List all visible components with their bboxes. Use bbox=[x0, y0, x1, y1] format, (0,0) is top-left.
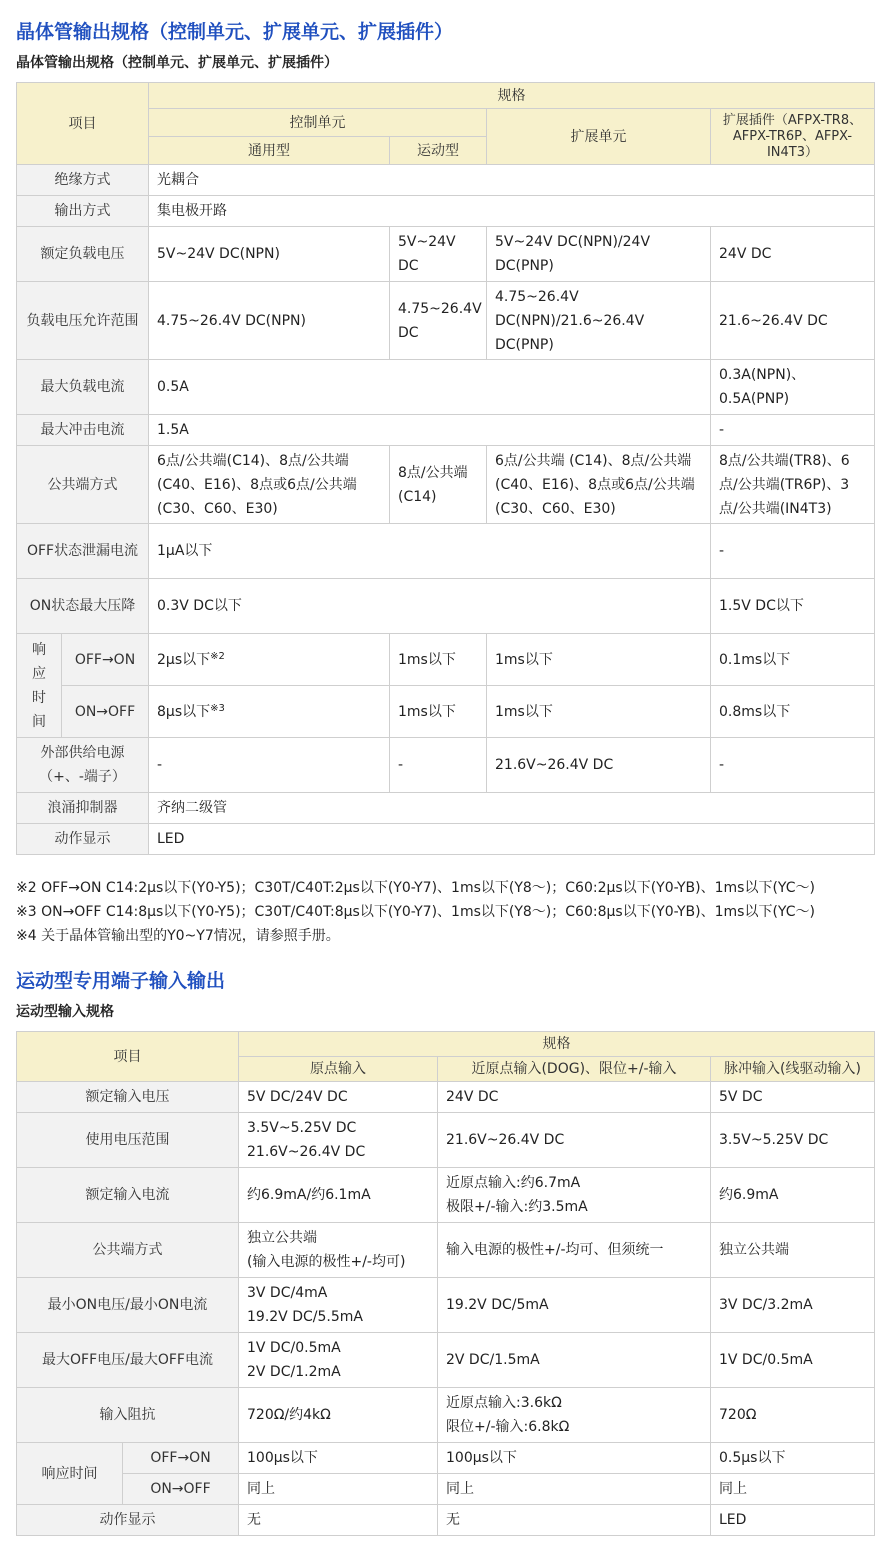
cell-value: 0.3V DC以下 bbox=[149, 579, 711, 634]
header-control-unit: 控制单元 bbox=[149, 109, 487, 137]
row-sublabel: ON→OFF bbox=[62, 686, 149, 738]
row-label: 额定输入电压 bbox=[17, 1082, 239, 1113]
table-row bbox=[17, 634, 875, 686]
cell-value: 3.5V~5.25V DC bbox=[711, 1113, 875, 1168]
row-label: 额定输入电流 bbox=[17, 1168, 239, 1223]
table-row bbox=[17, 1223, 875, 1278]
row-label: 最大OFF电压/最大OFF电流 bbox=[17, 1333, 239, 1388]
section-title-motion: 运动型专用端子输入输出 bbox=[16, 970, 226, 992]
cell-line: (输入电源的极性+/-均可) bbox=[247, 1254, 406, 1270]
cell-value bbox=[149, 686, 390, 738]
cell-value: 5V~24V DC(NPN) bbox=[149, 227, 390, 282]
table-row bbox=[17, 1474, 875, 1505]
cell-value: 集电极开路 bbox=[149, 196, 875, 227]
cell-value: - bbox=[711, 524, 875, 579]
table-row bbox=[17, 1388, 875, 1443]
row-label: 最大负载电流 bbox=[17, 360, 149, 415]
section-title-transistor: 晶体管输出规格（控制单元、扩展单元、扩展插件） bbox=[16, 21, 454, 43]
cell-value: 1.5A bbox=[149, 415, 711, 446]
cell-value: 光耦合 bbox=[149, 165, 875, 196]
table-row bbox=[17, 1082, 875, 1113]
table-row bbox=[17, 1333, 875, 1388]
cell-value: - bbox=[149, 738, 390, 793]
header-item: 项目 bbox=[17, 1032, 239, 1082]
table-caption-motion: 运动型输入规格 bbox=[16, 1004, 114, 1020]
cell-value: 同上 bbox=[438, 1474, 711, 1505]
cell-value: 1μA以下 bbox=[149, 524, 711, 579]
cell-value: 0.5A bbox=[149, 360, 711, 415]
footnote-3: ※3 ON→OFF C14:8μs以下(Y0-Y5)；C30T/C40T:8μs以下(Y0-Y7)、1ms以下(Y8～)；C60:8μs以下(Y0-YB)、1ms以下(YC～) bbox=[16, 904, 815, 920]
footnote-ref: ※3 bbox=[210, 702, 225, 714]
table-row bbox=[17, 738, 875, 793]
cell-line: 2V DC/1.2mA bbox=[247, 1364, 341, 1380]
header-pulse-input: 脉冲输入(线驱动输入) bbox=[711, 1057, 875, 1082]
table-row bbox=[17, 415, 875, 446]
cell-value bbox=[438, 1388, 711, 1443]
row-label: 公共端方式 bbox=[17, 446, 149, 524]
cell-line: 3V DC/4mA bbox=[247, 1285, 328, 1301]
table-row bbox=[17, 524, 875, 579]
table-row bbox=[17, 824, 875, 855]
table-row bbox=[17, 282, 875, 360]
cell-value: - bbox=[711, 415, 875, 446]
table-row bbox=[17, 227, 875, 282]
cell-value: 约6.9mA/约6.1mA bbox=[239, 1168, 438, 1223]
header-origin-input: 原点输入 bbox=[239, 1057, 438, 1082]
cell-value: 8点/公共端(C14) bbox=[390, 446, 487, 524]
table-row bbox=[17, 165, 875, 196]
cell-value: 100μs以下 bbox=[438, 1443, 711, 1474]
cell-value: LED bbox=[711, 1505, 875, 1536]
cell-value: 3V DC/3.2mA bbox=[711, 1278, 875, 1333]
row-label: 绝缘方式 bbox=[17, 165, 149, 196]
cell-value: 无 bbox=[239, 1505, 438, 1536]
cell-value: 720Ω bbox=[711, 1388, 875, 1443]
table-row bbox=[17, 1443, 875, 1474]
cell-value: 输入电源的极性+/-均可、但须统一 bbox=[438, 1223, 711, 1278]
cell-value: 21.6V~26.4V DC bbox=[487, 738, 711, 793]
cell-value: 2V DC/1.5mA bbox=[438, 1333, 711, 1388]
row-label: OFF状态泄漏电流 bbox=[17, 524, 149, 579]
motion-input-table bbox=[16, 1031, 875, 1536]
cell-value: 6点/公共端(C14)、8点/公共端(C40、E16)、8点或6点/公共端(C30、C60、E30) bbox=[149, 446, 390, 524]
cell-value: 0.8ms以下 bbox=[711, 686, 875, 738]
footnotes bbox=[16, 876, 815, 948]
cell-value: 1ms以下 bbox=[487, 634, 711, 686]
cell-value: 0.5μs以下 bbox=[711, 1443, 875, 1474]
row-label: 公共端方式 bbox=[17, 1223, 239, 1278]
header-spec: 规格 bbox=[239, 1032, 875, 1057]
row-label: 外部供给电源（+、-端子） bbox=[17, 738, 149, 793]
table-row bbox=[17, 196, 875, 227]
row-label: 动作显示 bbox=[17, 1505, 239, 1536]
row-label: 动作显示 bbox=[17, 824, 149, 855]
cell-value: 5V~24V DC(NPN)/24V DC(PNP) bbox=[487, 227, 711, 282]
header-near-origin-input: 近原点输入(DOG)、限位+/-输入 bbox=[438, 1057, 711, 1082]
cell-value: 1ms以下 bbox=[390, 634, 487, 686]
row-sublabel: OFF→ON bbox=[62, 634, 149, 686]
cell-value: 同上 bbox=[239, 1474, 438, 1505]
cell-value: 5V DC/24V DC bbox=[239, 1082, 438, 1113]
cell-line: 19.2V DC/5.5mA bbox=[247, 1309, 363, 1325]
cell-line: 限位+/-输入:6.8kΩ bbox=[446, 1419, 570, 1435]
cell-value: - bbox=[711, 738, 875, 793]
row-sublabel: OFF→ON bbox=[123, 1443, 239, 1474]
cell-value: 4.75~26.4V DC(NPN)/21.6~26.4V DC(PNP) bbox=[487, 282, 711, 360]
footnote-ref: ※2 bbox=[210, 650, 225, 662]
cell-value: 约6.9mA bbox=[711, 1168, 875, 1223]
cell-line: 近原点输入:3.6kΩ bbox=[446, 1395, 562, 1411]
table-row bbox=[17, 793, 875, 824]
cell-value: 19.2V DC/5mA bbox=[438, 1278, 711, 1333]
row-label: 输入阻抗 bbox=[17, 1388, 239, 1443]
cell-value: 6点/公共端 (C14)、8点/公共端 (C40、E16)、8点或6点/公共端 (C30、C60、E30) bbox=[487, 446, 711, 524]
row-label: 浪涌抑制器 bbox=[17, 793, 149, 824]
header-expansion-unit: 扩展单元 bbox=[487, 109, 711, 165]
table-row bbox=[17, 1505, 875, 1536]
table-row bbox=[17, 686, 875, 738]
row-label: 响应时间 bbox=[17, 634, 62, 738]
cell-value bbox=[239, 1113, 438, 1168]
cell-value: 1V DC/0.5mA bbox=[711, 1333, 875, 1388]
cell-value: 1.5V DC以下 bbox=[711, 579, 875, 634]
cell-value: 0.3A(NPN)、0.5A(PNP) bbox=[711, 360, 875, 415]
footnote-4: ※4 关于晶体管输出型的Y0~Y7情况，请参照手册。 bbox=[16, 928, 340, 944]
footnote-2: ※2 OFF→ON C14:2μs以下(Y0-Y5)；C30T/C40T:2μs以下(Y0-Y7)、1ms以下(Y8～)；C60:2μs以下(Y0-YB)、1ms以下(YC～) bbox=[16, 880, 815, 896]
row-label: 使用电压范围 bbox=[17, 1113, 239, 1168]
row-label: 输出方式 bbox=[17, 196, 149, 227]
cell-value: 24V DC bbox=[438, 1082, 711, 1113]
cell-value: LED bbox=[149, 824, 875, 855]
cell-value: 21.6~26.4V DC bbox=[711, 282, 875, 360]
row-label: 负载电压允许范围 bbox=[17, 282, 149, 360]
cell-value: 5V~24V DC bbox=[390, 227, 487, 282]
cell-value: 0.1ms以下 bbox=[711, 634, 875, 686]
cell-value bbox=[438, 1168, 711, 1223]
cell-value: 8点/公共端(TR8)、6点/公共端(TR6P)、3点/公共端(IN4T3) bbox=[711, 446, 875, 524]
cell-line: 极限+/-输入:约3.5mA bbox=[446, 1199, 588, 1215]
table-caption-transistor: 晶体管输出规格（控制单元、扩展单元、扩展插件） bbox=[16, 55, 338, 71]
row-label: 最大冲击电流 bbox=[17, 415, 149, 446]
row-label: 最小ON电压/最小ON电流 bbox=[17, 1278, 239, 1333]
transistor-output-table bbox=[16, 82, 875, 855]
cell-value: 齐纳二级管 bbox=[149, 793, 875, 824]
cell-value: 24V DC bbox=[711, 227, 875, 282]
cell-value: 4.75~26.4V DC(NPN) bbox=[149, 282, 390, 360]
cell-value: 无 bbox=[438, 1505, 711, 1536]
cell-line: 21.6V~26.4V DC bbox=[247, 1144, 366, 1160]
cell-value bbox=[239, 1333, 438, 1388]
cell-line: 3.5V~5.25V DC bbox=[247, 1120, 357, 1136]
cell-value: 100μs以下 bbox=[239, 1443, 438, 1474]
cell-value: 720Ω/约4kΩ bbox=[239, 1388, 438, 1443]
cell-text: 8μs以下 bbox=[157, 703, 211, 720]
table-row bbox=[17, 446, 875, 524]
header-expansion-plugin: 扩展插件（AFPX-TR8、AFPX-TR6P、AFPX-IN4T3） bbox=[711, 109, 875, 165]
cell-line: 1V DC/0.5mA bbox=[247, 1340, 341, 1356]
cell-text: 2μs以下 bbox=[157, 651, 211, 668]
header-general-type: 通用型 bbox=[149, 137, 390, 165]
table-row bbox=[17, 1278, 875, 1333]
table-row bbox=[17, 1113, 875, 1168]
header-spec: 规格 bbox=[149, 83, 875, 109]
cell-value: 1ms以下 bbox=[390, 686, 487, 738]
cell-line: 独立公共端 bbox=[247, 1230, 317, 1246]
cell-value: 独立公共端 bbox=[711, 1223, 875, 1278]
cell-value bbox=[239, 1223, 438, 1278]
cell-value: 5V DC bbox=[711, 1082, 875, 1113]
table-row bbox=[17, 579, 875, 634]
row-sublabel: ON→OFF bbox=[123, 1474, 239, 1505]
row-label: 额定负载电压 bbox=[17, 227, 149, 282]
cell-value: - bbox=[390, 738, 487, 793]
cell-value: 1ms以下 bbox=[487, 686, 711, 738]
row-label: 响应时间 bbox=[17, 1443, 123, 1505]
header-motion-type: 运动型 bbox=[390, 137, 487, 165]
cell-value: 4.75~26.4V DC bbox=[390, 282, 487, 360]
table-row bbox=[17, 1168, 875, 1223]
cell-value bbox=[149, 634, 390, 686]
header-item: 项目 bbox=[17, 83, 149, 165]
cell-value: 21.6V~26.4V DC bbox=[438, 1113, 711, 1168]
cell-line: 近原点输入:约6.7mA bbox=[446, 1175, 581, 1191]
cell-value bbox=[239, 1278, 438, 1333]
cell-value: 同上 bbox=[711, 1474, 875, 1505]
row-label: ON状态最大压降 bbox=[17, 579, 149, 634]
table-row bbox=[17, 360, 875, 415]
